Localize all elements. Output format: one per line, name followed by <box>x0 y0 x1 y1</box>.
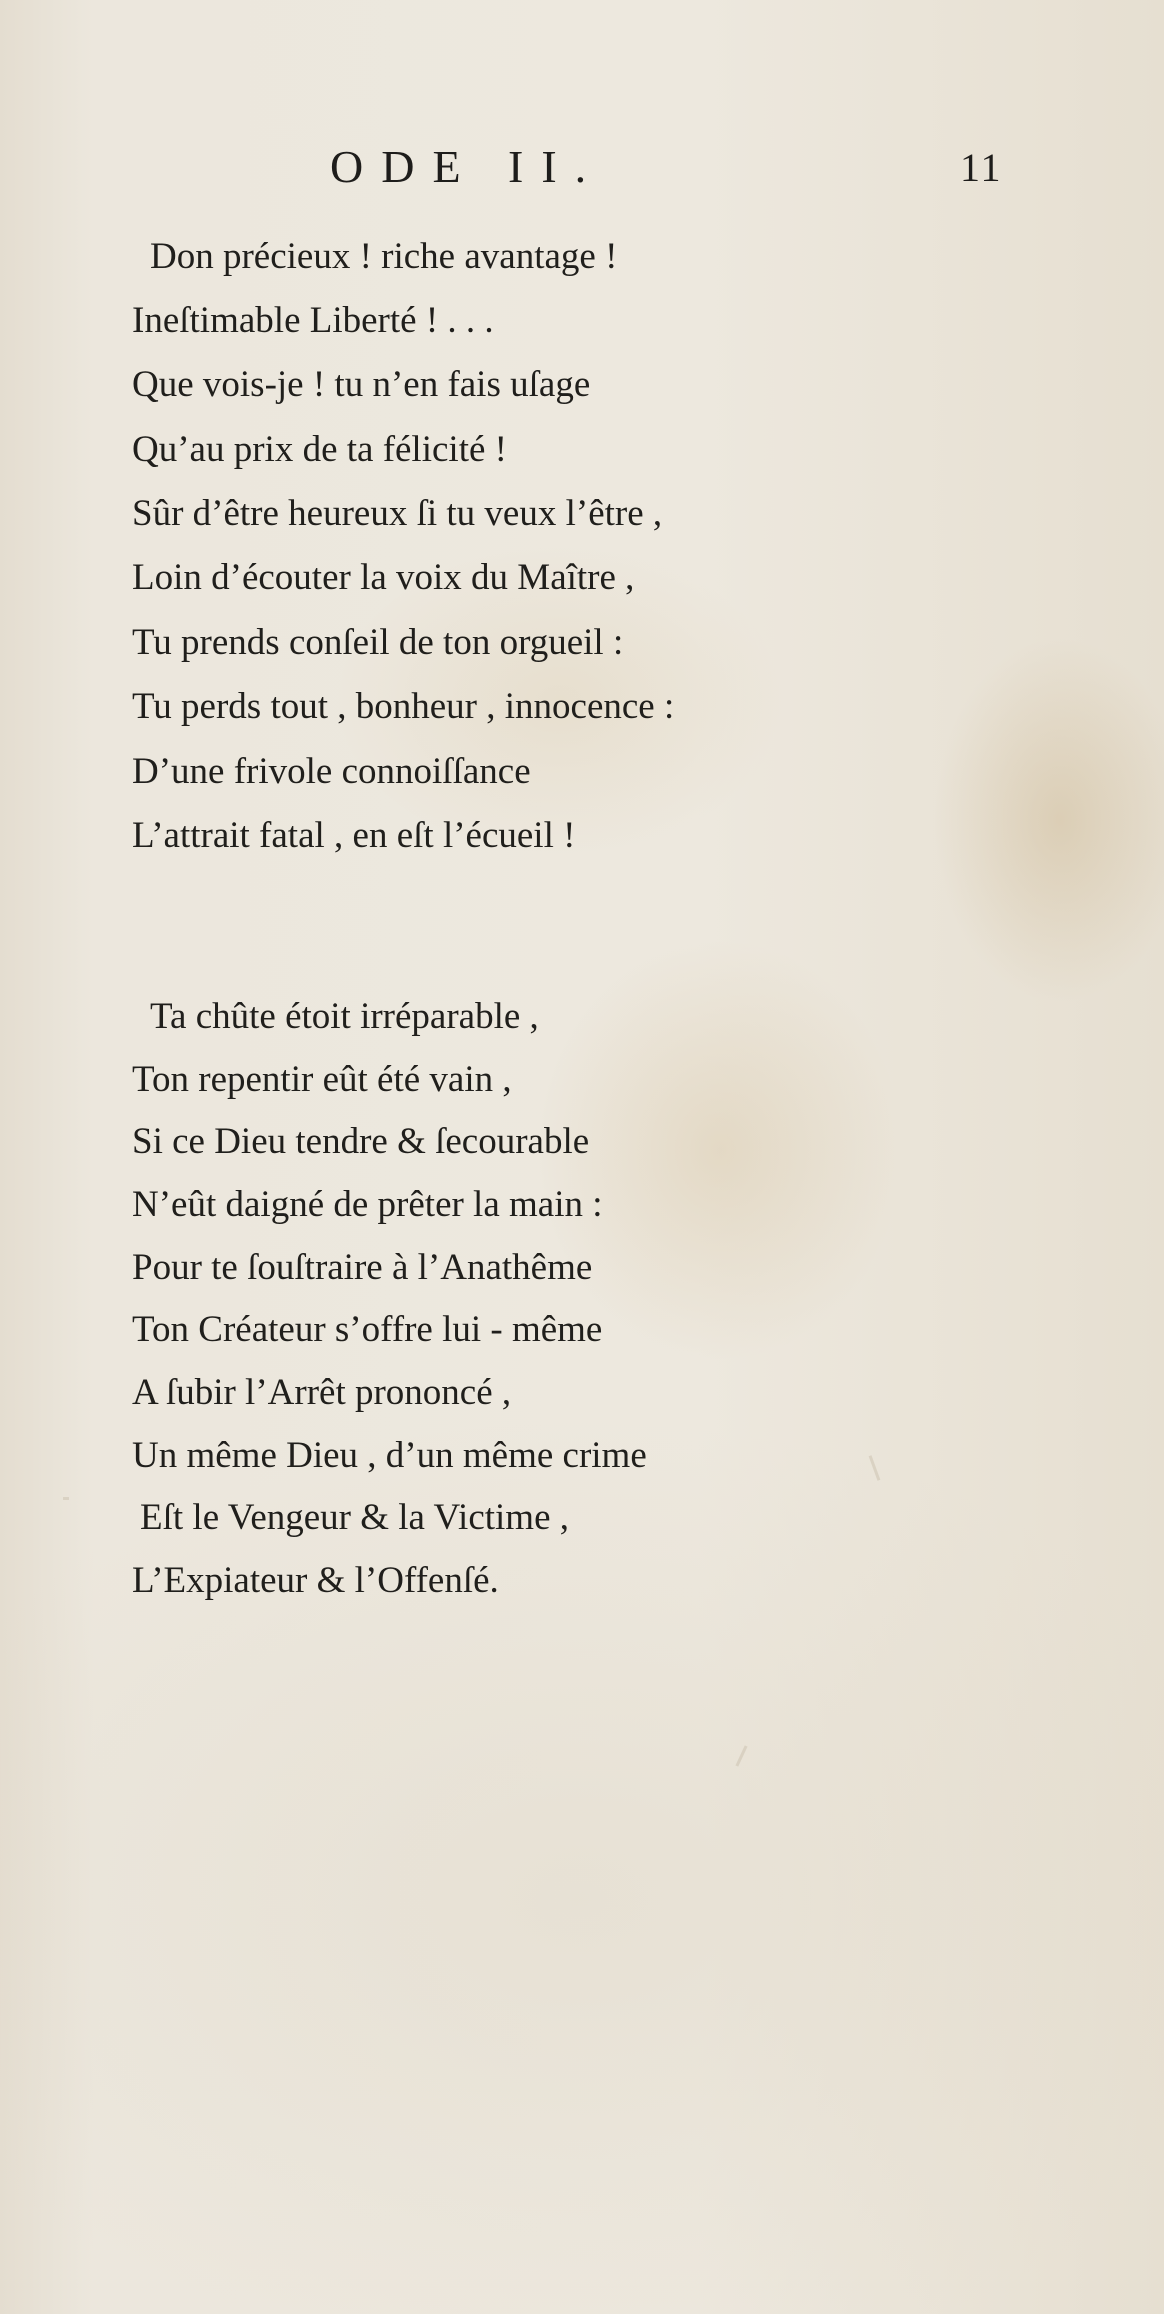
verse-line: Pour te ſouſtraire à l’Anathême <box>132 1247 593 1288</box>
verse-line: Si ce Dieu tendre & ſecourable <box>132 1121 590 1162</box>
page-header <box>0 140 1164 200</box>
verse-line: Tu prends conſeil de ton orgueil : <box>132 622 624 663</box>
verse-line: D’une frivole connoiſſance <box>132 751 531 792</box>
verse-line: Tu perds tout , bonheur , innocence : <box>132 686 675 727</box>
verse-line: Ta chûte étoit irréparable , <box>150 996 539 1037</box>
verse-line: Que vois-je ! tu n’en fais uſage <box>132 364 591 405</box>
verse-line: Qu’au prix de ta félicité ! <box>132 429 507 470</box>
verse-line: L’Expiateur & l’Offenſé. <box>132 1560 499 1601</box>
ink-speck <box>63 1497 69 1500</box>
ink-speck <box>735 1745 747 1766</box>
verse-line: L’attrait fatal , en eſt l’écueil ! <box>132 815 576 856</box>
running-title: ODE II. <box>330 141 605 192</box>
verse-line: Eſt le Vengeur & la Victime , <box>140 1497 570 1538</box>
verse-line: A ſubir l’Arrêt prononcé , <box>132 1372 512 1413</box>
verse-line: Un même Dieu , d’un même crime <box>132 1435 647 1476</box>
verse-line: N’eût daigné de prêter la main : <box>132 1184 603 1225</box>
verse-line: Don précieux ! riche avantage ! <box>150 236 618 277</box>
page-number: 11 <box>960 145 1003 190</box>
verse-line: Loin d’écouter la voix du Maître , <box>132 557 635 598</box>
verse-line: Sûr d’être heureux ſi tu veux l’être , <box>132 493 663 534</box>
verse-line: Ton Créateur s’offre lui - même <box>132 1309 603 1350</box>
ink-speck <box>869 1455 881 1480</box>
verse-line: Ineſtimable Liberté ! . . . <box>132 300 494 341</box>
verse-line: Ton repentir eût été vain , <box>132 1059 512 1100</box>
